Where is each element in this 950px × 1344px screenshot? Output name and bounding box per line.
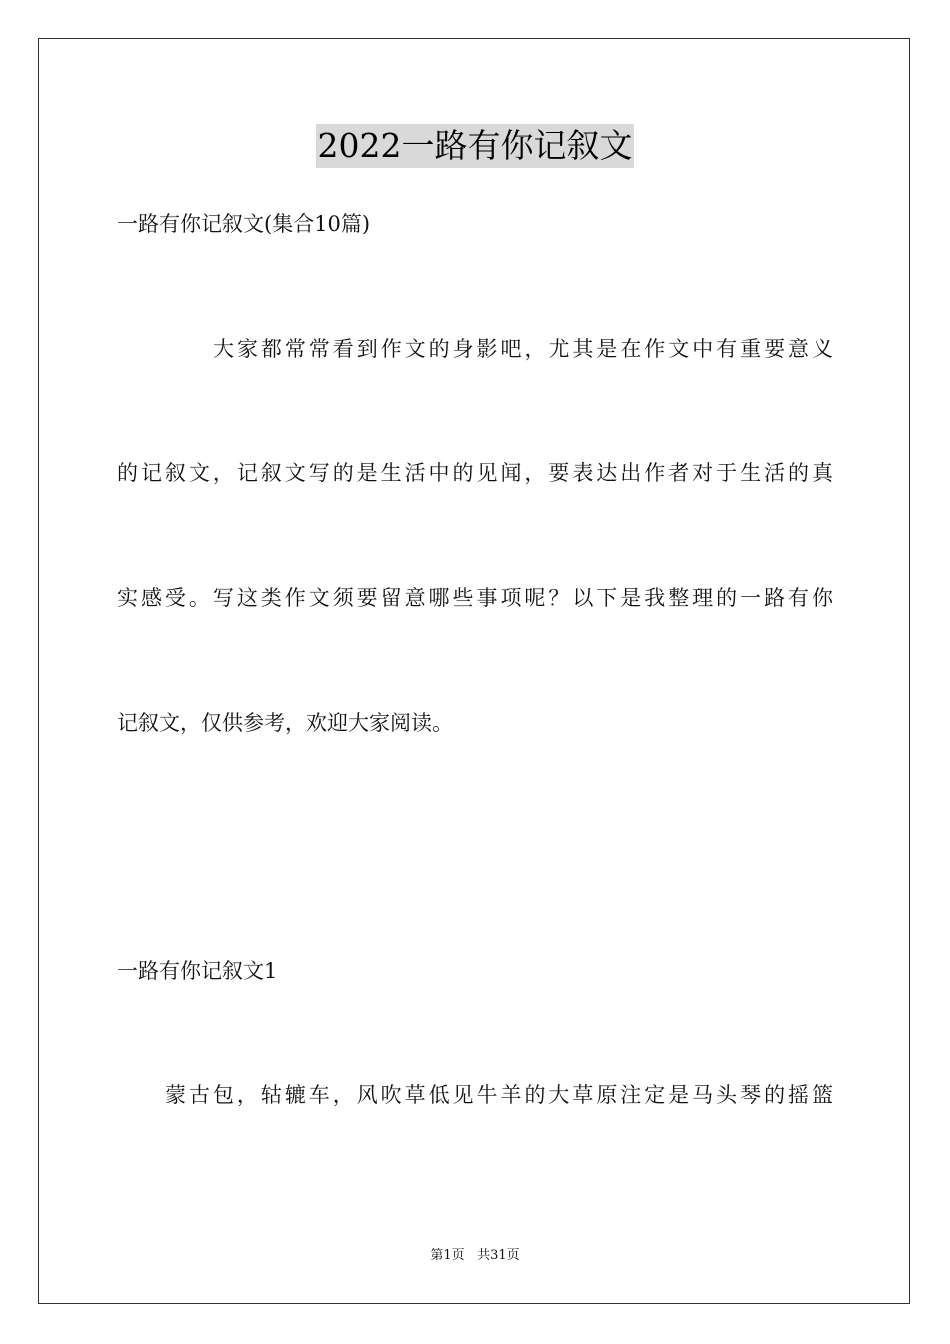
document-subtitle: 一路有你记叙文(集合10篇) bbox=[117, 212, 371, 236]
document-title: 2022一路有你记叙文 bbox=[316, 124, 635, 168]
intro-line-1: 大家都常常看到作文的身影吧，尤其是在作文中有重要意义 bbox=[213, 337, 833, 361]
title-container bbox=[0, 124, 950, 168]
section-paragraph-line-1: 蒙古包，轱辘车，风吹草低见牛羊的大草原注定是马头琴的摇篮 bbox=[165, 1083, 833, 1107]
intro-line-2: 的记叙文，记叙文写的是生活中的见闻，要表达出作者对于生活的真 bbox=[117, 461, 833, 485]
intro-line-4: 记叙文，仅供参考，欢迎大家阅读。 bbox=[117, 711, 453, 735]
total-pages: 共31页 bbox=[477, 1248, 520, 1263]
page-footer bbox=[0, 1247, 950, 1265]
intro-line-3: 实感受。写这类作文须要留意哪些事项呢？以下是我整理的一路有你 bbox=[117, 586, 833, 610]
page-number: 第1页 bbox=[430, 1248, 465, 1263]
section-heading: 一路有你记叙文1 bbox=[117, 959, 278, 983]
